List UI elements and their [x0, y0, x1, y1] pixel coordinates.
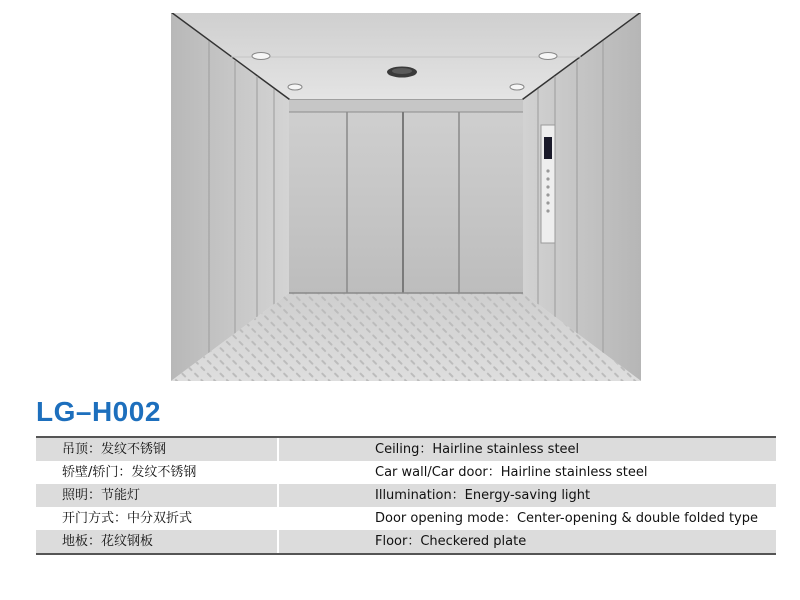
spec-en: Ceiling：Hairline stainless steel	[375, 442, 580, 457]
spec-cn: 吊顶：发纹不锈钢	[36, 438, 279, 461]
spec-row-floor	[36, 530, 776, 553]
spec-row-illumination	[36, 484, 776, 507]
spec-cn: 照明：节能灯	[36, 484, 279, 507]
elevator-car-illustration	[171, 13, 641, 381]
spec-en: Door opening mode：Center-opening & double folded type	[375, 511, 758, 526]
ceiling-light-icon	[510, 84, 524, 90]
spec-en: Illumination：Energy-saving light	[375, 488, 591, 503]
back-wall	[289, 100, 523, 293]
spec-en: Car wall/Car door：Hairline stainless steel	[375, 465, 648, 480]
model-code: LG–H002	[36, 396, 161, 427]
spec-en: Floor：Checkered plate	[375, 534, 527, 549]
ceiling-light-icon	[539, 53, 557, 60]
ceiling-light-icon	[252, 53, 270, 60]
spec-row-wall-door	[36, 461, 776, 484]
spec-cn: 地板：花纹钢板	[36, 530, 279, 553]
spec-cn: 开门方式：中分双折式	[62, 511, 193, 526]
control-panel-icon	[541, 125, 555, 243]
spec-row-door-mode	[36, 507, 776, 530]
ceiling-light-icon	[288, 84, 302, 90]
spec-row-ceiling	[36, 438, 776, 461]
elevator-car-photo	[171, 13, 641, 381]
spec-cn: 轿壁/轿门：发纹不锈钢	[62, 465, 197, 480]
spec-table	[36, 436, 776, 555]
